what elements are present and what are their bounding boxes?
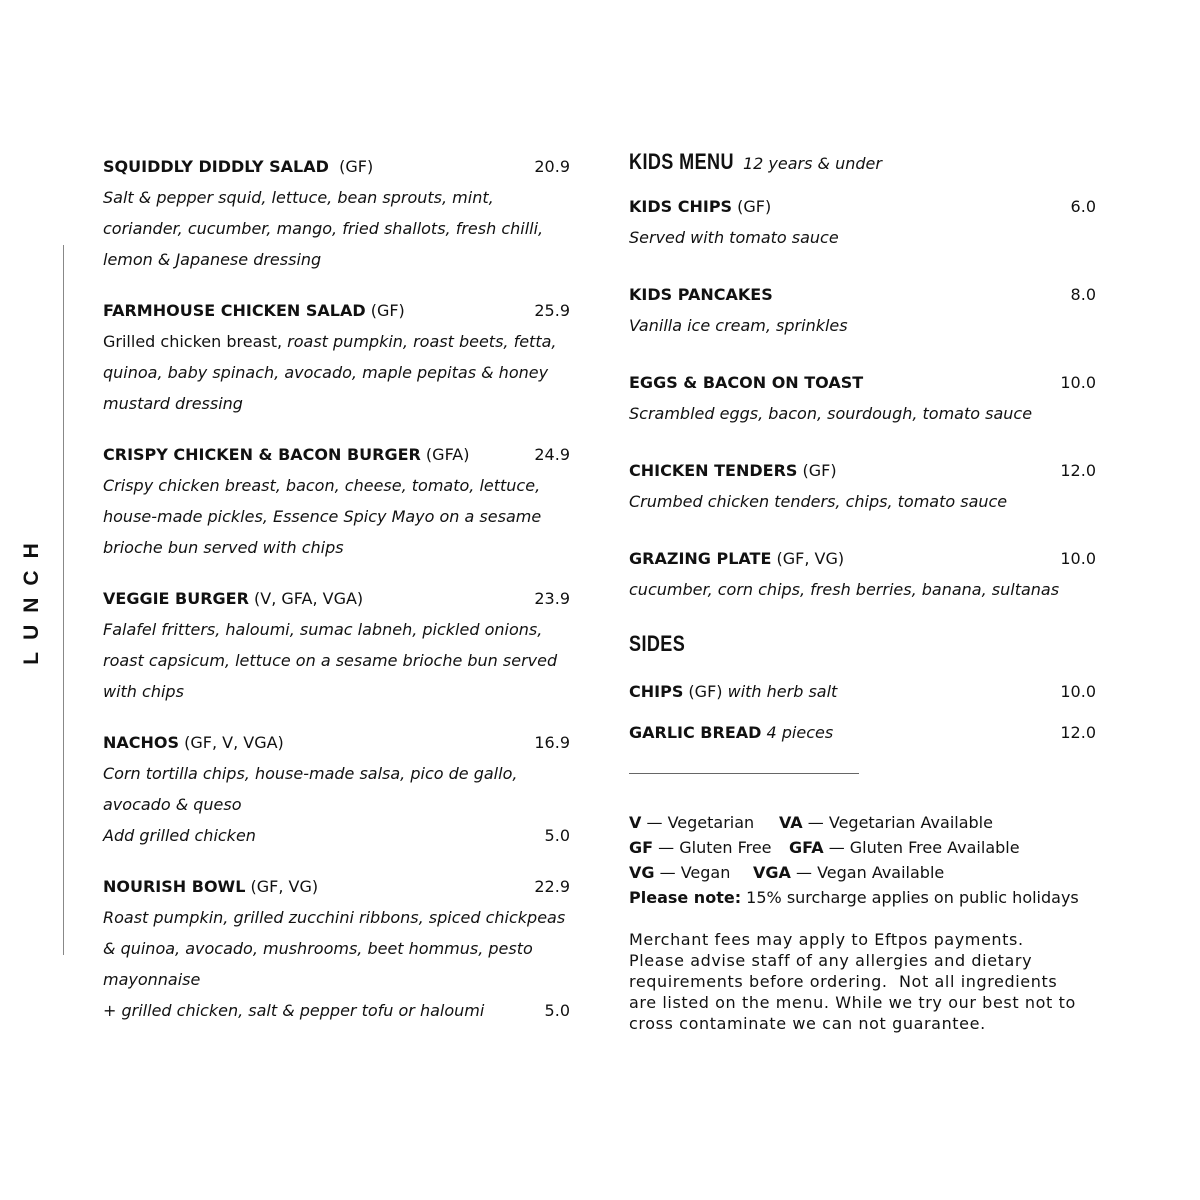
item-price: 10.0 [1060, 549, 1096, 568]
item-header [103, 151, 570, 182]
item-name: NOURISH BOWL [103, 877, 246, 896]
lunch-side-label: LUNCH [20, 531, 43, 665]
legend-text: — Vegetarian Available [802, 813, 993, 832]
dietary-tag: (V, GFA, VGA) [248, 589, 364, 608]
item-description: Crumbed chicken tenders, chips, tomato sauce [629, 492, 1008, 511]
legend-code: VGA [753, 863, 791, 882]
menu-item [103, 583, 570, 707]
item-price: 8.0 [1070, 285, 1096, 304]
item-header [103, 583, 570, 614]
item-price: 12.0 [1060, 723, 1096, 742]
item-description: Crispy chicken breast, bacon, cheese, tomato, lettuce, house-made pickles, Essence Spicy Mayo on a sesame brioche bun served with chips [103, 476, 542, 557]
kids-menu-header [629, 149, 1096, 179]
legend-text: — Gluten Free Available [823, 838, 1020, 857]
kids-and-sides-column [629, 149, 1096, 1034]
item-description: Vanilla ice cream, sprinkles [629, 316, 848, 335]
fees-line: Please advise staff of any allergies and dietary [629, 951, 1033, 970]
item-price: 12.0 [1060, 461, 1096, 480]
addon-price: 5.0 [544, 1001, 570, 1020]
dietary-tag: (GF) [732, 197, 772, 216]
note-text: 15% surcharge applies on public holidays [741, 888, 1079, 907]
item-description: Salt & pepper squid, lettuce, bean sprouts, mint, coriander, cucumber, mango, fried shallots, fresh chilli, lemon & Japanese dressing [103, 188, 544, 269]
dietary-tag: (GF) [683, 682, 728, 701]
item-price: 20.9 [534, 157, 570, 176]
dietary-tag: (GF, V, VGA) [179, 733, 284, 752]
item-name: CHICKEN TENDERS [629, 461, 798, 480]
fees-line: Merchant fees may apply to Eftpos payments. [629, 930, 1024, 949]
item-header [103, 727, 570, 758]
item-header [629, 543, 1096, 574]
fees-line: requirements before ordering. Not all ingredients [629, 972, 1058, 991]
item-name: VEGGIE BURGER [103, 589, 249, 608]
kids-item [629, 367, 1096, 429]
item-name: KIDS PANCAKES [629, 285, 773, 304]
item-name: NACHOS [103, 733, 180, 752]
sides-header [629, 631, 1096, 661]
kids-item [629, 191, 1096, 253]
item-header [103, 439, 570, 470]
item-price: 24.9 [534, 445, 570, 464]
item-price: 23.9 [534, 589, 570, 608]
item-price: 6.0 [1070, 197, 1096, 216]
dietary-tag: (GF, VG) [245, 877, 319, 896]
item-description: Corn tortilla chips, house-made salsa, pico de gallo, avocado & queso [103, 764, 518, 814]
item-header [103, 295, 570, 326]
item-addon [103, 820, 570, 851]
legend-text: — Gluten Free [653, 838, 772, 857]
kids-item [629, 543, 1096, 605]
item-name: SQUIDDLY DIDDLY SALAD [103, 157, 329, 176]
item-description: cucumber, corn chips, fresh berries, banana, sultanas [629, 580, 1060, 599]
item-price: 10.0 [1060, 373, 1096, 392]
kids-menu-subtitle: 12 years & under [742, 154, 882, 173]
item-description: Scrambled eggs, bacon, sourdough, tomato sauce [629, 404, 1033, 423]
dietary-legend [629, 810, 1096, 910]
item-price: 16.9 [534, 733, 570, 752]
surcharge-note [629, 885, 1096, 910]
legend-code: VA [779, 813, 803, 832]
item-description: Falafel fritters, haloumi, sumac labneh, pickled onions, roast capsicum, lettuce on a sesame brioche bun served with chips [103, 620, 558, 701]
item-header [629, 455, 1096, 486]
item-price: 22.9 [534, 877, 570, 896]
dietary-tag: (GF, VG) [771, 549, 845, 568]
menu-item [103, 727, 570, 851]
item-name: CHIPS [629, 682, 684, 701]
item-header [629, 367, 1096, 398]
dietary-tag: (GFA) [420, 445, 470, 464]
legend-code: GFA [789, 838, 824, 857]
dietary-tag: (GF) [328, 157, 374, 176]
item-name: CRISPY CHICKEN & BACON BURGER [103, 445, 421, 464]
legend-row [629, 810, 1096, 835]
legend-text: — Vegan [654, 863, 731, 882]
legend-row [629, 835, 1096, 860]
dietary-tag: (GF) [797, 461, 837, 480]
legend-text: — Vegan Available [790, 863, 945, 882]
item-description-plain: Grilled chicken breast, [103, 332, 288, 351]
lunch-column [103, 151, 570, 1046]
legend-code: V [629, 813, 642, 832]
menu-item [103, 151, 570, 275]
side-item [629, 712, 1096, 753]
item-name: EGGS & BACON ON TOAST [629, 373, 864, 392]
note-label: Please note: [629, 888, 742, 907]
menu-item [103, 295, 570, 419]
item-header [629, 279, 1096, 310]
kids-menu-title: KIDS MENU [629, 149, 734, 174]
legend-code: GF [629, 838, 654, 857]
item-header [103, 871, 570, 902]
item-description: Roast pumpkin, grilled zucchini ribbons, spiced chickpeas & quinoa, avocado, mushrooms, beet hommus, pesto mayonnaise [103, 908, 566, 989]
item-name: FARMHOUSE CHICKEN SALAD [103, 301, 366, 320]
fees-line: cross contaminate we can not guarantee. [629, 1014, 986, 1033]
item-note: 4 pieces [766, 723, 834, 742]
item-name: GRAZING PLATE [629, 549, 772, 568]
item-price: 25.9 [534, 301, 570, 320]
item-description-italic: roast pumpkin, roast beets, fetta, quinoa, baby spinach, avocado, maple pepitas & honey mustard dressing [103, 332, 557, 413]
vertical-divider [63, 245, 64, 955]
item-addon [103, 995, 570, 1026]
legend-code: VG [629, 863, 655, 882]
menu-item [103, 439, 570, 563]
legend-text: — Vegetarian [641, 813, 755, 832]
addon-text: + grilled chicken, salt & pepper tofu or haloumi [103, 1001, 485, 1020]
addon-text: Add grilled chicken [103, 826, 256, 845]
side-item [629, 671, 1096, 712]
section-divider [629, 773, 859, 774]
item-price: 10.0 [1060, 682, 1096, 701]
kids-item [629, 279, 1096, 341]
dietary-tag: (GF) [365, 301, 405, 320]
fees-notice [629, 929, 1099, 1034]
menu-item [103, 871, 570, 1026]
fees-line: are listed on the menu. While we try our best not to [629, 993, 1076, 1012]
addon-price: 5.0 [544, 826, 570, 845]
item-note: with herb salt [727, 682, 838, 701]
kids-item [629, 455, 1096, 517]
item-name: KIDS CHIPS [629, 197, 733, 216]
item-header [629, 191, 1096, 222]
item-name: GARLIC BREAD [629, 723, 762, 742]
item-description: Served with tomato sauce [629, 228, 839, 247]
legend-row [629, 860, 1096, 885]
item-description [103, 326, 570, 419]
sides-title: SIDES [629, 631, 686, 656]
